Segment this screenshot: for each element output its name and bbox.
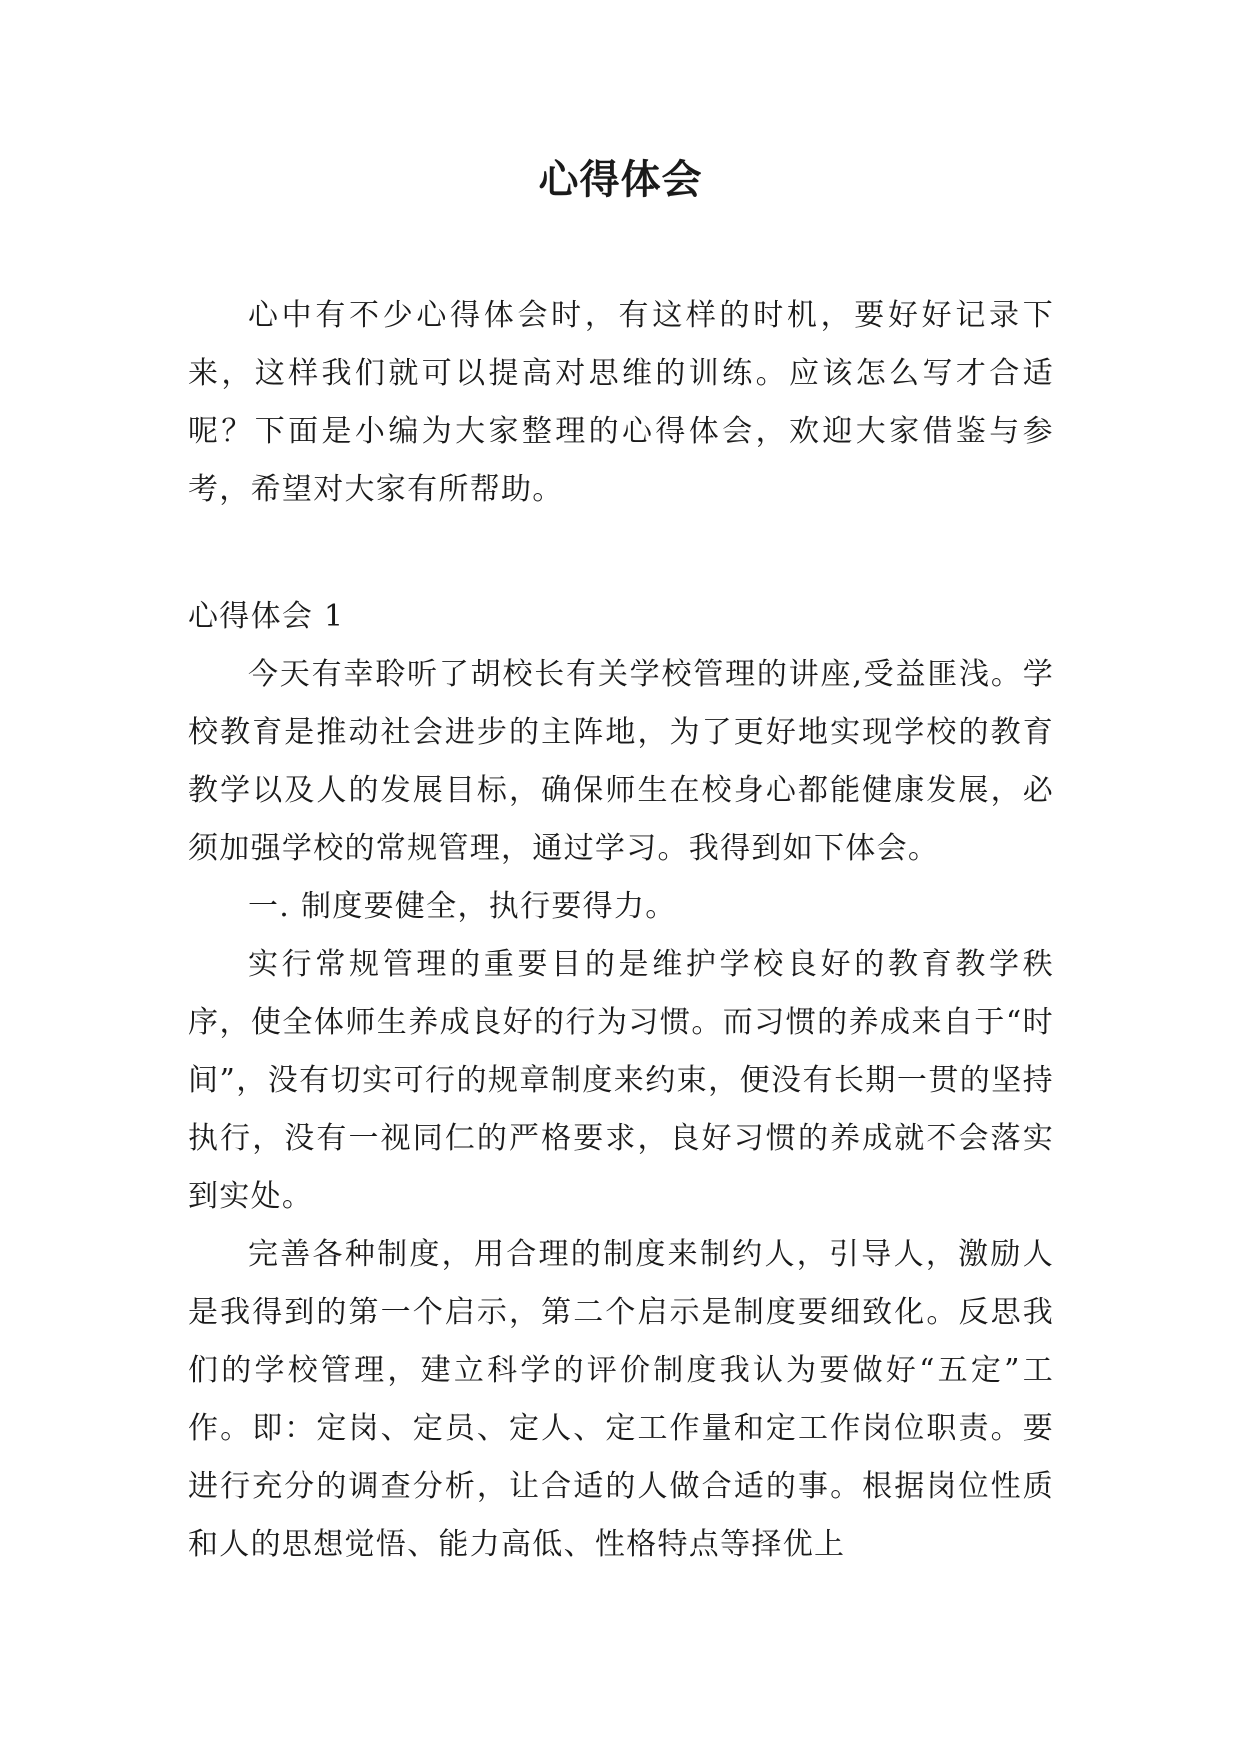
sub-heading: 一. 制度要健全，执行要得力。 <box>248 889 677 924</box>
body-paragraph-1: 今天有幸聆听了胡校长有关学校管理的讲座,受益匪浅。学校教育是推动社会进步的主阵地，为了更好地实现学校的教育教学以及人的发展目标，确保师生在校身心都能健康发展，必须加强学校的常规管理，通过学习。我得到如下体会。 <box>188 657 1054 866</box>
body-paragraph-2: 实行常规管理的重要目的是维护学校良好的教育教学秩序，使全体师生养成良好的行为习惯。而习惯的养成来自于“时间”，没有切实可行的规章制度来约束，便没有长期一贯的坚持执行，没有一视同仁的严格要求，良好习惯的养成就不会落实到实处。 <box>188 947 1054 1214</box>
document-title: 心得体会 <box>538 157 703 203</box>
body-paragraph-3: 完善各种制度，用合理的制度来制约人，引导人，激励人是我得到的第一个启示，第二个启示是制度要细致化。反思我们的学校管理，建立科学的评价制度我认为要做好“五定”工作。即：定岗、定员、定人、定工作量和定工作岗位职责。要进行充分的调查分析，让合适的人做合适的事。根据岗位性质和人的思想觉悟、能力高低、性格特点等择优上 <box>188 1237 1054 1562</box>
intro-paragraph: 心中有不少心得体会时，有这样的时机，要好好记录下来，这样我们就可以提高对思维的训练。应该怎么写才合适呢？下面是小编为大家整理的心得体会，欢迎大家借鉴与参考，希望对大家有所帮助。 <box>188 298 1054 507</box>
section-spacer <box>188 519 1054 588</box>
section-heading: 心得体会 1 <box>188 599 345 634</box>
document-body <box>188 287 1054 1574</box>
